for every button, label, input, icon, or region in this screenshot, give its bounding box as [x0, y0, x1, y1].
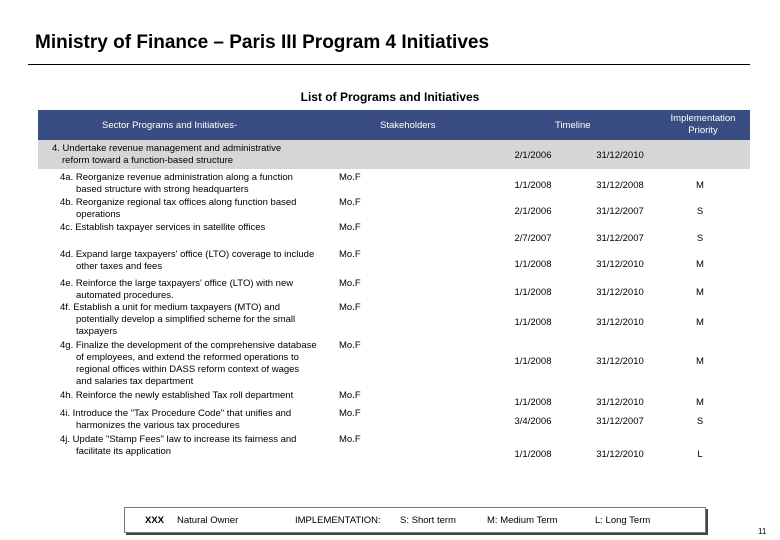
initiative-description	[60, 408, 360, 432]
legend	[124, 507, 706, 533]
initiative-end: 31/12/2010	[596, 287, 644, 298]
initiative-description	[60, 434, 360, 458]
initiative-description-line: 4a. Reorganize revenue administration along a function	[60, 172, 293, 183]
initiative-description-line: operations	[76, 209, 121, 220]
initiative-description-line: other taxes and fees	[76, 261, 163, 272]
legend-implementation: IMPLEMENTATION:	[295, 515, 381, 526]
initiative-priority: S	[696, 416, 704, 427]
initiative-stakeholder: Mo.F	[339, 249, 361, 260]
initiative-stakeholder: Mo.F	[339, 434, 361, 445]
initiative-start: 3/4/2006	[514, 416, 552, 427]
initiative-description-line: 4g. Finalize the development of the comprehensive database	[60, 340, 317, 351]
page-number: 11	[758, 527, 767, 536]
initiative-description-line: and salaries tax department	[76, 376, 194, 387]
initiative-stakeholder: Mo.F	[339, 408, 361, 419]
page-title: Ministry of Finance – Paris III Program 4 Initiatives	[35, 32, 490, 53]
initiative-start: 1/1/2008	[514, 356, 552, 367]
initiative-stakeholder: Mo.F	[339, 278, 361, 289]
legend-long: L: Long Term	[595, 515, 651, 526]
initiative-description-line: facilitate its application	[76, 446, 172, 457]
initiative-end: 31/12/2010	[596, 317, 644, 328]
initiative-priority: M	[696, 356, 704, 367]
legend-code-label: Natural Owner	[177, 515, 239, 526]
initiative-priority: M	[696, 397, 704, 408]
initiative-stakeholder: Mo.F	[339, 390, 361, 401]
initiative-description	[60, 390, 360, 402]
initiative-priority: M	[696, 259, 704, 270]
header-timeline: Timeline	[555, 120, 591, 131]
initiative-description-line: 4b. Reorganize regional tax offices along function based	[60, 197, 297, 208]
program-row	[38, 140, 750, 169]
initiative-start: 2/1/2006	[514, 206, 552, 217]
list-title: List of Programs and Initiatives	[300, 90, 480, 104]
initiative-start: 1/1/2008	[514, 449, 552, 460]
initiative-start: 2/7/2007	[514, 233, 552, 244]
initiative-description	[60, 172, 360, 196]
legend-short: S: Short term	[400, 515, 456, 526]
initiative-description-line: taxpayers	[76, 326, 118, 337]
table-header	[38, 110, 750, 140]
initiative-end: 31/12/2010	[596, 356, 644, 367]
header-sector: Sector Programs and Initiatives-	[102, 120, 238, 131]
initiative-priority: M	[696, 317, 704, 328]
initiative-end: 31/12/2007	[596, 416, 644, 427]
initiative-end: 31/12/2010	[596, 397, 644, 408]
header-priority-line2: Priority	[688, 125, 718, 136]
title-divider	[28, 64, 750, 65]
initiative-stakeholder: Mo.F	[339, 172, 361, 183]
initiative-description-line: 4f. Establish a unit for medium taxpayers (MTO) and	[60, 302, 280, 313]
program-end: 31/12/2010	[596, 150, 644, 161]
initiative-priority: S	[696, 206, 704, 217]
initiative-end: 31/12/2008	[596, 180, 644, 191]
initiative-end: 31/12/2010	[596, 259, 644, 270]
legend-code: XXX	[145, 515, 165, 526]
initiative-description-line: 4e. Reinforce the large taxpayers' office (LTO) with new	[60, 278, 294, 289]
initiative-description	[60, 278, 360, 302]
program-title	[52, 143, 352, 167]
initiative-description-line: harmonizes the various tax procedures	[76, 420, 240, 431]
initiative-description	[60, 222, 360, 234]
initiative-start: 1/1/2008	[514, 180, 552, 191]
header-priority	[656, 113, 750, 137]
initiative-description-line: 4i. Introduce the "Tax Procedure Code" that unifies and	[60, 408, 292, 419]
header-priority-line1: Implementation	[670, 113, 736, 124]
initiative-end: 31/12/2010	[596, 449, 644, 460]
legend-medium: M: Medium Term	[487, 515, 558, 526]
initiative-stakeholder: Mo.F	[339, 197, 361, 208]
initiative-description	[60, 249, 360, 273]
initiative-start: 1/1/2008	[514, 317, 552, 328]
header-stakeholders: Stakeholders	[380, 120, 436, 131]
initiative-description-line: based structure with strong headquarters	[76, 184, 249, 195]
program-start: 2/1/2006	[514, 150, 552, 161]
initiative-end: 31/12/2007	[596, 233, 644, 244]
initiative-start: 1/1/2008	[514, 259, 552, 270]
initiative-stakeholder: Mo.F	[339, 302, 361, 313]
initiative-priority: L	[697, 449, 703, 460]
initiative-priority: S	[696, 233, 704, 244]
initiative-stakeholder: Mo.F	[339, 222, 361, 233]
initiative-description-line: 4c. Establish taxpayer services in satellite offices	[60, 222, 266, 233]
initiative-description-line: automated procedures.	[76, 290, 174, 301]
initiative-description-line: of employees, and extend the reformed operations to	[76, 352, 299, 363]
initiative-description	[60, 197, 360, 221]
initiative-priority: M	[696, 287, 704, 298]
initiative-stakeholder: Mo.F	[339, 340, 361, 351]
initiative-description	[60, 302, 360, 338]
initiative-description-line: 4j. Update "Stamp Fees" law to increase its fairness and	[60, 434, 297, 445]
initiative-priority: M	[696, 180, 704, 191]
initiative-description-line: 4d. Expand large taxpayers' office (LTO) coverage to include	[60, 249, 315, 260]
initiative-start: 1/1/2008	[514, 287, 552, 298]
program-title-line1: 4. Undertake revenue management and administrative	[52, 143, 282, 154]
program-title-line2: reform toward a function-based structure	[62, 155, 234, 166]
initiative-start: 1/1/2008	[514, 397, 552, 408]
initiative-description-line: 4h. Reinforce the newly established Tax roll department	[60, 390, 294, 401]
initiative-description-line: potentially develop a simplified scheme for the small	[76, 314, 296, 325]
initiative-description	[60, 340, 360, 388]
initiative-description-line: regional offices within DASS reform context of wages	[76, 364, 300, 375]
initiative-end: 31/12/2007	[596, 206, 644, 217]
